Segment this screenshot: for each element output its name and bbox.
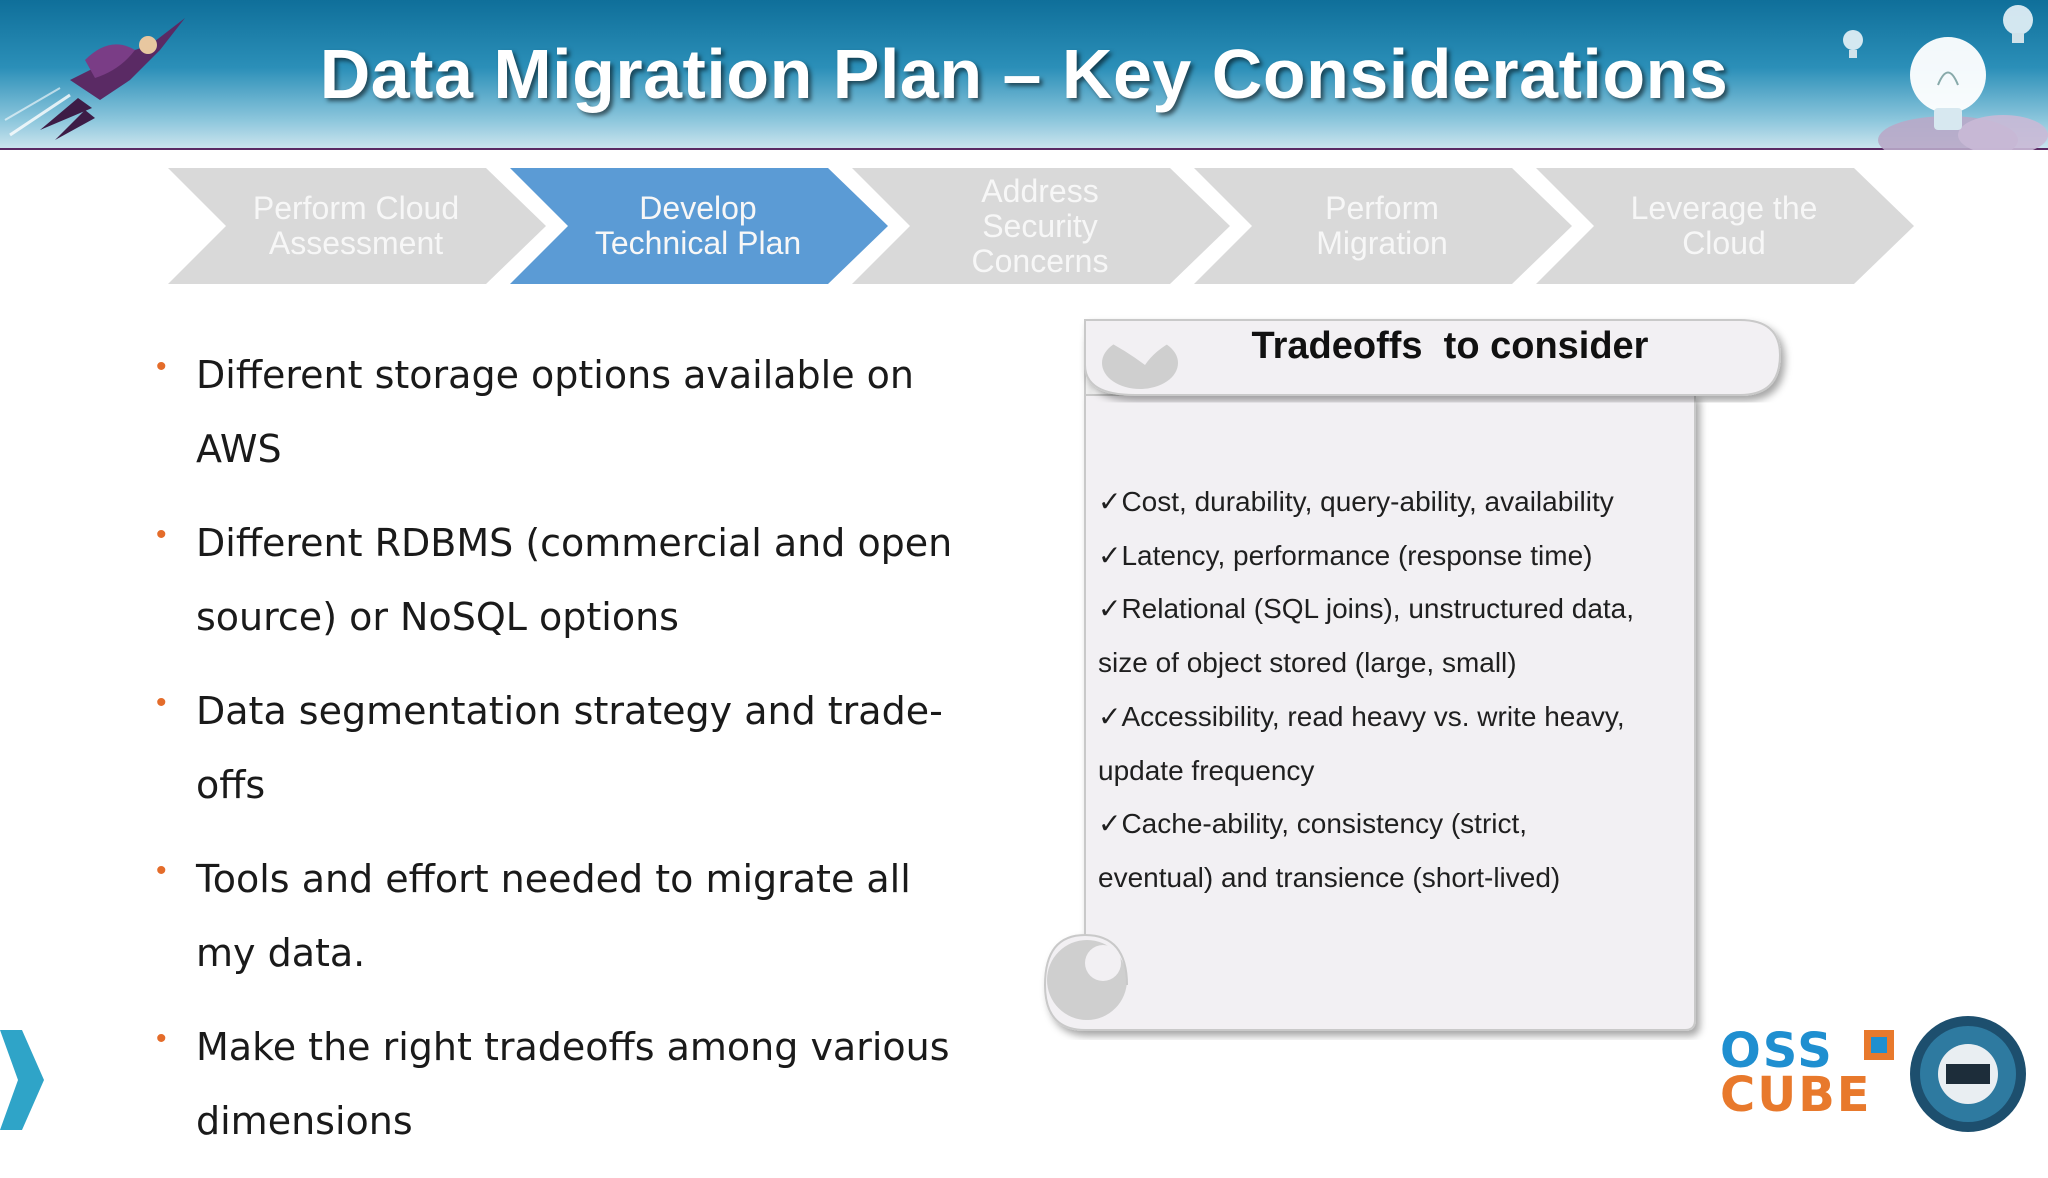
step-label: Develop Technical Plan xyxy=(594,190,802,261)
header-banner xyxy=(0,0,2048,150)
step-label: Perform Migration xyxy=(1316,190,1448,261)
bullet-line: Tools and effort needed to migrate all xyxy=(196,857,911,901)
inc5000-badge-icon xyxy=(1908,1014,2028,1134)
step-label: Leverage the Cloud xyxy=(1630,190,1818,261)
tradeoff-line: eventual) and transience (short-lived) xyxy=(1098,861,1561,893)
tradeoff-line: update frequency xyxy=(1098,754,1315,786)
logo-oss-text: OSS xyxy=(1720,1023,1834,1079)
bullet-line: my data. xyxy=(196,931,366,975)
process-steps xyxy=(0,168,2048,284)
list-item xyxy=(150,842,990,990)
tradeoffs-title: Tradeoffs to consider xyxy=(1251,325,1649,367)
list-item xyxy=(150,1010,990,1158)
step-perform-migration[interactable] xyxy=(1194,168,1574,284)
step-leverage-the-cloud[interactable] xyxy=(1536,168,1916,284)
step-label: Perform Cloud Assessment xyxy=(252,190,460,261)
bullet-line: dimensions xyxy=(196,1099,413,1143)
tradeoff-line: ✓Cache-ability, consistency (strict, xyxy=(1098,808,1528,840)
header-divider xyxy=(0,148,2048,150)
bullet-line: Make the right tradeoffs among various xyxy=(196,1025,950,1069)
bullet-line: Data segmentation strategy and trade- xyxy=(196,689,943,733)
bullet-line: source) or NoSQL options xyxy=(196,595,679,639)
bullet-icon: • xyxy=(156,350,167,383)
considerations-list xyxy=(150,338,990,1178)
logo-cube-text: CUBE xyxy=(1720,1067,1872,1123)
page-title: Data Migration Plan – Key Considerations xyxy=(319,35,1729,113)
list-item xyxy=(150,674,990,822)
step-label: Address Security Concerns xyxy=(971,172,1109,279)
logo-corner-icon xyxy=(1864,1030,1894,1060)
bullet-icon: • xyxy=(156,518,167,551)
bullet-icon: • xyxy=(156,686,167,719)
bullet-line: offs xyxy=(196,763,266,807)
list-item xyxy=(150,338,990,486)
step-address-security-concerns[interactable] xyxy=(852,168,1232,284)
bullet-icon: • xyxy=(156,1022,167,1055)
tradeoffs-list xyxy=(1098,475,1698,905)
chevron-right-icon xyxy=(0,1025,48,1135)
tradeoff-line: ✓Cost, durability, query-ability, availability xyxy=(1098,486,1614,517)
bullet-line: Different RDBMS (commercial and open xyxy=(196,521,953,565)
list-item xyxy=(150,506,990,654)
bullet-line: Different storage options available on xyxy=(196,353,915,397)
tradeoff-line: size of object stored (large, small) xyxy=(1098,647,1517,679)
bullet-line: AWS xyxy=(196,427,282,471)
step-develop-technical-plan[interactable] xyxy=(510,168,890,284)
tradeoff-line: ✓Accessibility, read heavy vs. write heavy, xyxy=(1098,700,1625,732)
tradeoff-line: ✓Relational (SQL joins), unstructured data, xyxy=(1098,593,1635,625)
lightbulb-icon xyxy=(1828,0,2048,150)
tradeoff-line: ✓Latency, performance (response time) xyxy=(1098,539,1593,571)
bullet-icon: • xyxy=(156,854,167,887)
step-perform-cloud-assessment[interactable] xyxy=(168,168,548,284)
